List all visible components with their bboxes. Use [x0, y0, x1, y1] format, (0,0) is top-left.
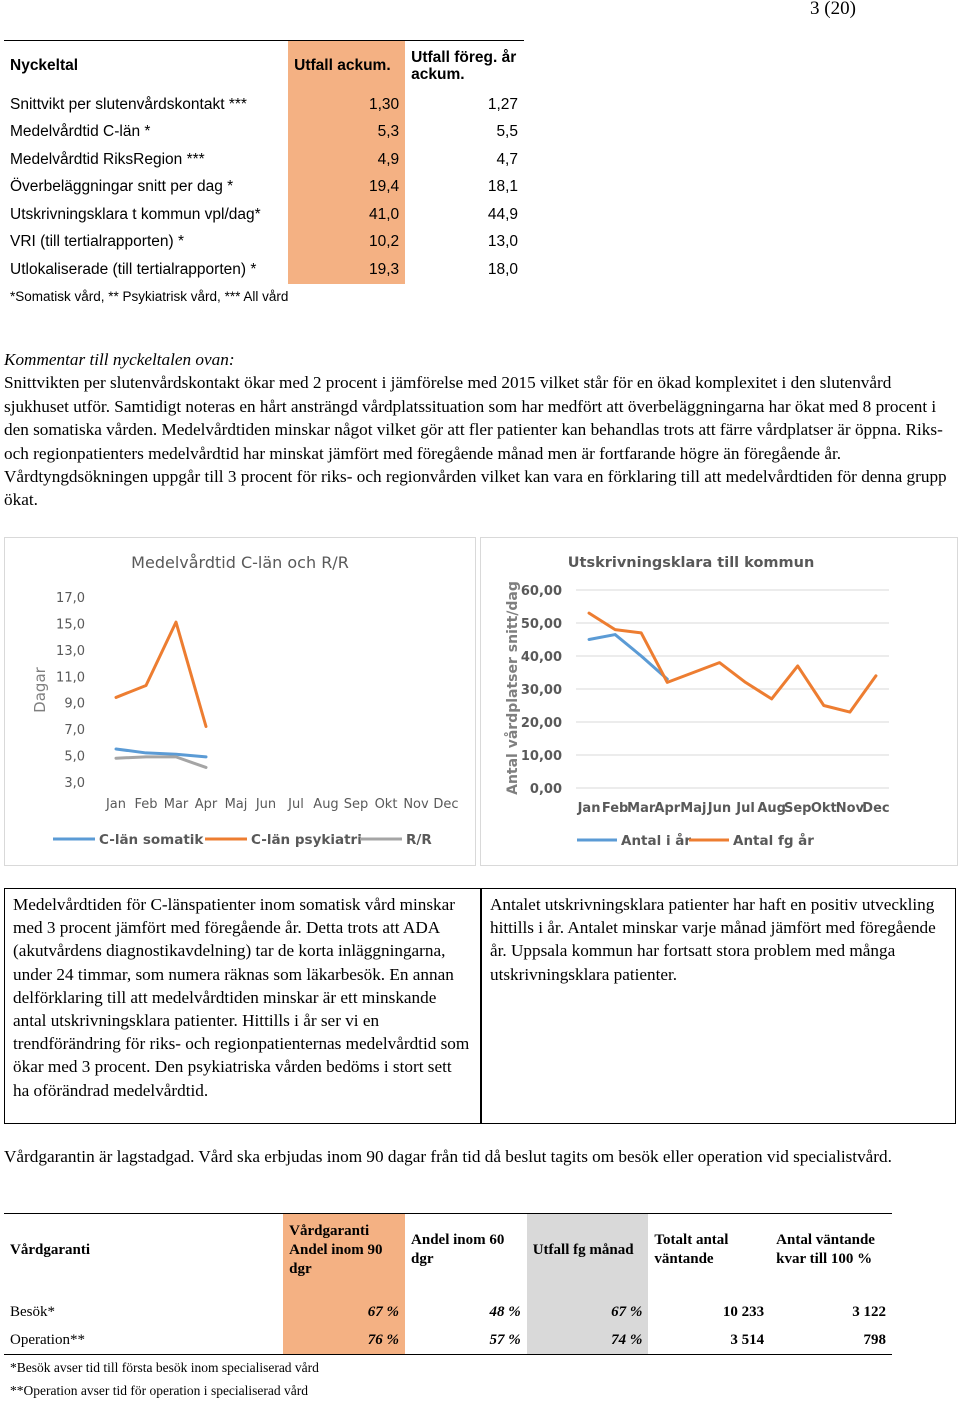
- guarantee-within60: 57 %: [405, 1326, 527, 1355]
- guarantee-row-label: Operation**: [4, 1326, 283, 1355]
- key-figure-label: Snittvikt per slutenvårdskontakt ***: [4, 91, 288, 119]
- legend-label: Antal fg år: [733, 832, 814, 849]
- chart-utskrivningsklara: [480, 537, 958, 866]
- key-figures-footnote: *Somatisk vård, ** Psykiatrisk vård, *** All vård: [4, 288, 300, 305]
- x-tick-label: Apr: [654, 801, 680, 816]
- y-tick-label: 0,00: [530, 782, 562, 797]
- guarantee-prev-month: 67 %: [527, 1298, 649, 1326]
- x-tick-label: Apr: [195, 797, 218, 812]
- key-figure-current: 5,3: [288, 119, 405, 147]
- guarantee-header-total: Totalt antal väntande: [648, 1214, 770, 1287]
- key-figures-row: [4, 119, 524, 147]
- key-figures-header-current: Utfall ackum.: [288, 41, 405, 92]
- guarantee-header-label: Vårdgaranti: [4, 1214, 283, 1287]
- guarantee-within90: 76 %: [283, 1326, 405, 1355]
- guarantee-footnote-besok: *Besök avser tid till första besök inom specialiserad vård: [10, 1356, 319, 1379]
- x-tick-label: Mar: [164, 797, 189, 812]
- guarantee-within90: 67 %: [283, 1298, 405, 1326]
- y-tick-label: 3,0: [64, 776, 85, 791]
- legend-label: C-län psykiatri: [251, 832, 362, 848]
- y-tick-label: 11,0: [56, 670, 85, 685]
- page-number: 3 (20): [810, 0, 856, 20]
- x-tick-label: Jun: [707, 801, 731, 816]
- x-tick-label: Jan: [105, 797, 126, 812]
- y-tick-label: 10,00: [521, 749, 562, 764]
- key-figure-current: 1,30: [288, 91, 405, 119]
- y-tick-label: 50,00: [521, 617, 562, 632]
- guarantee-remaining: 798: [770, 1326, 892, 1355]
- chart-medelvardtid-svg: [5, 538, 475, 865]
- y-tick-label: 7,0: [64, 723, 85, 738]
- key-figure-current: 4,9: [288, 146, 405, 174]
- key-figure-current: 19,3: [288, 256, 405, 284]
- y-axis-label: Dagar: [31, 666, 49, 712]
- chart-utskrivningsklara-svg: [481, 538, 957, 865]
- guarantee-row-operation: [4, 1326, 892, 1355]
- x-tick-label: Sep: [784, 801, 812, 816]
- key-figure-previous: 4,7: [405, 146, 524, 174]
- key-figures-row: [4, 256, 524, 284]
- x-tick-label: Jul: [735, 801, 755, 816]
- key-figure-label: Överbeläggningar snitt per dag *: [4, 174, 288, 202]
- y-axis-label: Antal vårdplatser snitt/dag: [504, 581, 521, 795]
- key-figures-row: [4, 174, 524, 202]
- key-figures-header-label: Nyckeltal: [4, 41, 288, 92]
- key-figures-table: [4, 40, 524, 284]
- key-figure-previous: 44,9: [405, 201, 524, 229]
- x-tick-label: Dec: [862, 801, 889, 816]
- series-line-3: [116, 757, 206, 768]
- chart-title: Medelvårdtid C-län och R/R: [131, 553, 349, 572]
- y-tick-label: 13,0: [56, 644, 85, 659]
- x-tick-label: Dec: [433, 797, 458, 812]
- x-tick-label: Aug: [757, 801, 786, 816]
- guarantee-header-within60: Andel inom 60 dgr: [405, 1214, 527, 1287]
- textbox-medelvardtid: Medelvårdtiden för C-länspatienter inom somatisk vård minskar med 3 procent jämfört med föregående år. Detta trots att ADA (akutvårdens diagnostikavdelning) tar de korta inläggningarna, under 24 timmar, som numera räknas som läkarbesök. En annan delförklaring till att medelvårdtiden minskar är ett minskande antal utskrivningsklara patienter. Hittills i år ser vi en trendförändring för riks- och regionpatienternas medelvårdtid som ökar med 3 procent. Den psykiatriska vården bedöms i stort sett ha oförändrad medelvårdtid.: [4, 888, 481, 1124]
- key-figure-current: 19,4: [288, 174, 405, 202]
- x-tick-label: Jun: [255, 797, 276, 812]
- key-figure-label: Medelvårdtid RiksRegion ***: [4, 146, 288, 174]
- textbox-utskrivningsklara: Antalet utskrivningsklara patienter har haft en positiv utveckling hittills i år. Antalet minskar varje månad jämfört med föregående år. Uppsala kommun har fortsatt stora problem med många utskrivningsklara patienter.: [481, 888, 956, 1124]
- key-figures-row: [4, 201, 524, 229]
- key-figure-previous: 5,5: [405, 119, 524, 147]
- guarantee-table: [4, 1213, 892, 1355]
- guarantee-paragraph: Vårdgarantin är lagstadgad. Vård ska erbjudas inom 90 dagar från tid då beslut tagits om besök eller operation vid specialistvård.: [4, 1145, 954, 1168]
- y-tick-label: 40,00: [521, 650, 562, 665]
- chart-title: Utskrivningsklara till kommun: [568, 555, 815, 571]
- x-tick-label: Mar: [627, 801, 656, 816]
- x-tick-label: Maj: [680, 801, 706, 816]
- y-tick-label: 15,0: [56, 617, 85, 632]
- guarantee-header-row: [4, 1214, 892, 1287]
- series-line-2: [589, 613, 876, 712]
- guarantee-row-besok: [4, 1298, 892, 1326]
- series-line-2: [116, 622, 206, 726]
- x-tick-label: Sep: [344, 797, 369, 812]
- x-tick-label: Jan: [577, 801, 601, 816]
- y-tick-label: 60,00: [521, 584, 562, 599]
- x-tick-label: Nov: [403, 797, 429, 812]
- commentary-body: Snittvikten per slutenvårdskontakt ökar med 2 procent i jämförelse med 2015 vilket står för en ökad komplexitet i den slutenvård sjukhuset utför. Samtidigt noteras en hårt ansträngd vårdplatssituation som har medfört att överbeläggningarna har ökat med 8 procent i den somatiska vården. Medelvårdtiden minskar något vilket gör att fler patienter kan behandlas trots att färre vårdplatser är öppna. Riks- och regionpatienters medelvårdtid har minskat jämfört med föregående månad men är fortfarande högre än föregående år. Vårdtyngdsökningen uppgår till 3 procent för riks- och regionvården vilket kan vara en förklaring till att medelvårdtiden för denna grupp ökat.: [4, 371, 954, 511]
- key-figure-label: VRI (till tertialrapporten) *: [4, 229, 288, 257]
- x-tick-label: Nov: [836, 801, 865, 816]
- key-figures-row: [4, 146, 524, 174]
- key-figures-row: [4, 91, 524, 119]
- guarantee-footnotes: [10, 1356, 319, 1402]
- key-figures-section: [4, 40, 524, 305]
- legend-label: R/R: [406, 832, 432, 848]
- key-figure-label: Medelvårdtid C-län *: [4, 119, 288, 147]
- x-tick-label: Feb: [134, 797, 157, 812]
- guarantee-header-prev-month: Utfall fg månad: [527, 1214, 649, 1287]
- legend-label: Antal i år: [621, 832, 691, 849]
- guarantee-separator: [4, 1286, 892, 1298]
- y-tick-label: 30,00: [521, 683, 562, 698]
- x-tick-label: Aug: [313, 797, 338, 812]
- key-figure-label: Utskrivningsklara t kommun vpl/dag*: [4, 201, 288, 229]
- guarantee-row-label: Besök*: [4, 1298, 283, 1326]
- series-line-1: [589, 635, 667, 680]
- guarantee-remaining: 3 122: [770, 1298, 892, 1326]
- guarantee-header-within90: Vårdgaranti Andel inom 90 dgr: [283, 1214, 405, 1287]
- guarantee-total-waiting: 3 514: [648, 1326, 770, 1355]
- key-figure-previous: 1,27: [405, 91, 524, 119]
- chart-medelvardtid: [4, 537, 476, 866]
- key-figure-current: 10,2: [288, 229, 405, 257]
- guarantee-footnote-operation: **Operation avser tid för operation i specialiserad vård: [10, 1379, 319, 1402]
- x-tick-label: Okt: [811, 801, 837, 816]
- key-figures-header-row: [4, 41, 524, 92]
- commentary-heading: Kommentar till nyckeltalen ovan:: [4, 348, 954, 371]
- y-tick-label: 5,0: [64, 750, 85, 765]
- key-figures-row: [4, 229, 524, 257]
- key-figure-current: 41,0: [288, 201, 405, 229]
- guarantee-within60: 48 %: [405, 1298, 527, 1326]
- key-figure-previous: 18,0: [405, 256, 524, 284]
- guarantee-prev-month: 74 %: [527, 1326, 649, 1355]
- y-tick-label: 9,0: [64, 697, 85, 712]
- guarantee-header-remaining: Antal väntande kvar till 100 %: [770, 1214, 892, 1287]
- x-tick-label: Maj: [225, 797, 248, 812]
- x-tick-label: Okt: [375, 797, 398, 812]
- y-tick-label: 20,00: [521, 716, 562, 731]
- key-figure-previous: 13,0: [405, 229, 524, 257]
- x-tick-label: Feb: [602, 801, 628, 816]
- guarantee-total-waiting: 10 233: [648, 1298, 770, 1326]
- legend-label: C-län somatik: [99, 832, 204, 848]
- key-figure-previous: 18,1: [405, 174, 524, 202]
- x-tick-label: Jul: [287, 797, 304, 812]
- key-figures-header-previous: Utfall föreg. år ackum.: [405, 41, 524, 92]
- key-figure-label: Utlokaliserade (till tertialrapporten) *: [4, 256, 288, 284]
- commentary-section: [4, 348, 954, 512]
- y-tick-label: 17,0: [56, 591, 85, 606]
